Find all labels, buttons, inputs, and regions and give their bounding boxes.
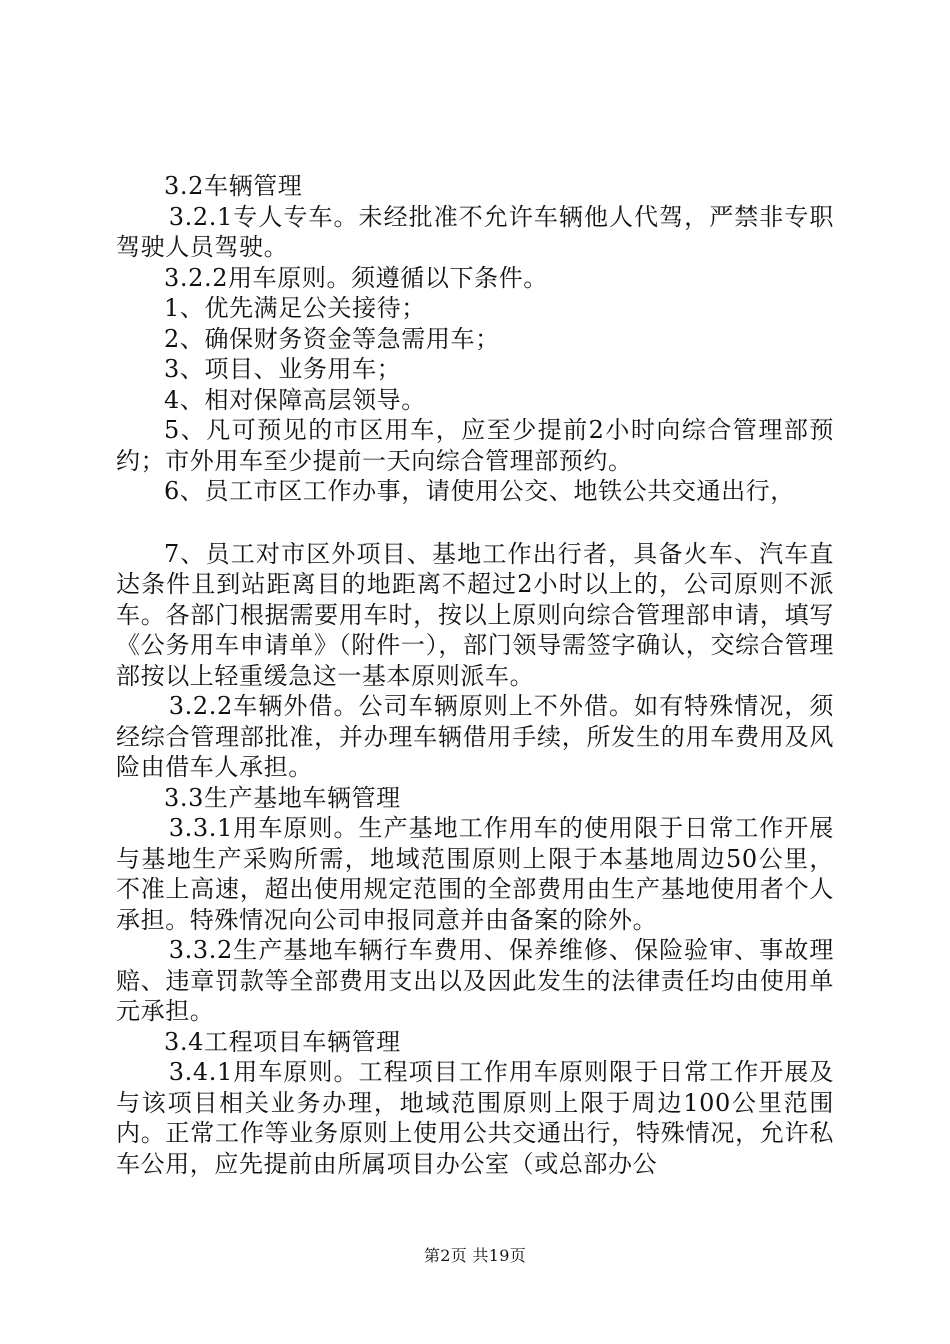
list-item-4: 4、相对保障高层领导。 <box>164 385 426 414</box>
list-item-7: 7、员工对市区外项目、基地工作出行者，具备火车、汽车直达条件且到站距离目的地距离不超过2小时以上的，公司原则不派车。各部门根据需要用车时，按以上原则向综合管理部申请，填写《公务用车申请单》（附件一），部门领导需签字确认，交综合管理部按以上轻重缓急这一基本原则派车。 <box>116 539 834 690</box>
paragraph-gap <box>116 507 834 539</box>
paragraph-3-3-1: 3.3.1用车原则。生产基地工作用车的使用限于日常工作开展与基地生产采购所需，地域范围原则上限于本基地周边50公里，不准上高速，超出使用规定范围的全部费用由生产基地使用者个人承担。特殊情况向公司申报同意并由备案的除外。 <box>116 814 834 934</box>
document-body <box>116 171 834 1179</box>
list-item-1: 1、优先满足公关接待； <box>164 294 426 322</box>
page-number-footer: 第2页 共19页 <box>423 1246 527 1265</box>
paragraph-3-2-1: 3.2.1专人专车。未经批准不允许车辆他人代驾，严禁非专职驾驶人员驾驶。 <box>116 202 834 261</box>
list-item-3: 3、项目、业务用车； <box>164 355 402 383</box>
section-heading-3-2: 3.2车辆管理 <box>164 172 303 200</box>
paragraph-3-2-2: 3.2.2用车原则。须遵循以下条件。 <box>164 263 548 292</box>
list-item-5: 5、凡可预见的市区用车，应至少提前2小时向综合管理部预约；市外用车至少提前一天向综合管理部预约。 <box>116 416 834 475</box>
section-heading-3-4: 3.4工程项目车辆管理 <box>164 1027 401 1056</box>
list-item-2: 2、确保财务资金等急需用车； <box>164 324 500 353</box>
paragraph-3-3-2: 3.3.2生产基地车辆行车费用、保养维修、保险验审、事故理赔、违章罚款等全部费用支出以及因此发生的法律责任均由使用单元承担。 <box>116 936 834 1025</box>
paragraph-vehicle-lending: 3.2.2车辆外借。公司车辆原则上不外借。如有特殊情况，须经综合管理部批准，并办理车辆借用手续，所发生的用车费用及风险由借车人承担。 <box>116 692 834 781</box>
paragraph-3-4-1: 3.4.1用车原则。工程项目工作用车原则限于日常工作开展及与该项目相关业务办理，地域范围原则上限于周边100公里范围内。正常工作等业务原则上使用公共交通出行，特殊情况，允许私车公用，应先提前由所属项目办公室（或总部办公 <box>116 1058 834 1178</box>
section-heading-3-3: 3.3生产基地车辆管理 <box>164 783 401 812</box>
list-item-6: 6、员工市区工作办事，请使用公交、地铁公共交通出行， <box>164 477 795 505</box>
